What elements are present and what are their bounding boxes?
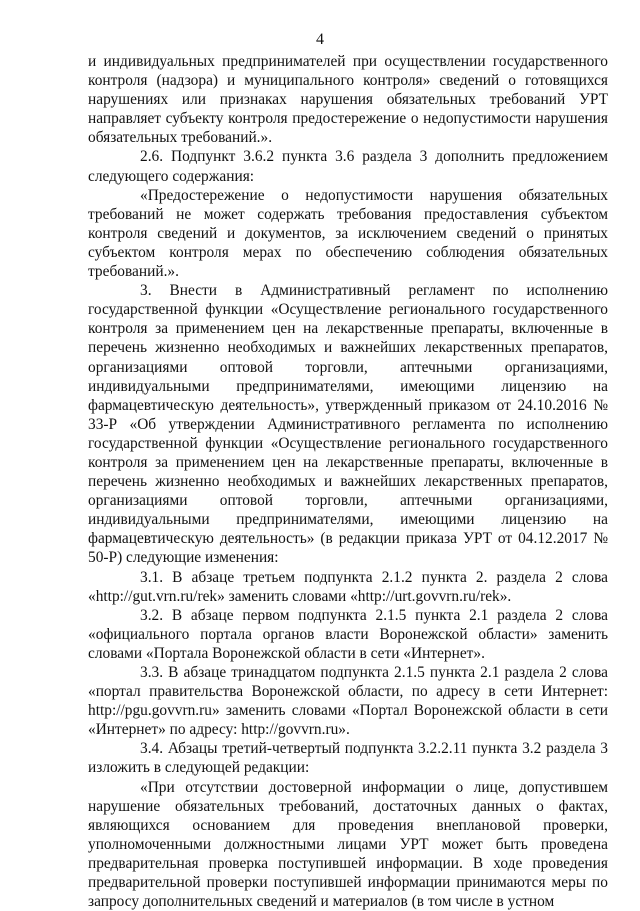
paragraph-3-2: 3.2. В абзаце первом подпункта 2.1.5 пункта 2.1 раздела 2 слова «официального портала органов власти Воронежской области» заменить словами «Портала Воронежской области в сети «Интернет».: [88, 606, 608, 662]
paragraph-2-6: 2.6. Подпункт 3.6.2 пункта 3.6 раздела 3 дополнить предложением следующего содержания:: [88, 148, 608, 185]
paragraph-3-3: 3.3. В абзаце тринадцатом подпункта 2.1.5 пункта 2.1 раздела 2 слова «портал правительства Воронежской области, по адресу в сети Интернет: http://pgu.govvrn.ru» заменить словами «Портал Воронежской области в сети «Интернет» по адресу: http://govvrn.ru».: [88, 664, 608, 739]
paragraph-3-1: 3.1. В абзаце третьем подпункта 2.1.2 пункта 2. раздела 2 слова «http://gut.vrn.ru/rek» заменить словами «http://urt.govvrn.ru/rek».: [88, 568, 608, 605]
paragraph-3: 3. Внести в Административный регламент по исполнению государственной функции «Осуществление регионального государственного контроля за применением цен на лекарственные препараты, включенные в перечень жизненно необходимых и важнейших лекарственных препаратов, организациями оптовой торговли, аптечными организациями, индивидуальными предпринимателями, имеющими лицензию на фармацевтическую деятельность», утвержденный приказом от 24.10.2016 № 33-Р «Об утверждении Административного регламента по исполнению государственной функции «Осуществление регионального государственного контроля за применением цен на лекарственные препараты, включенные в перечень жизненно необходимых и важнейших лекарственных препаратов, организациями оптовой торговли, аптечными организациями, индивидуальными предпринимателями, имеющими лицензию на фармацевтическую деятельность» (в редакции приказа УРТ от 04.12.2017 № 50-Р) следующие изменения:: [88, 282, 608, 567]
paragraph-3-4: 3.4. Абзацы третий-четвертый подпункта 3.2.2.11 пункта 3.2 раздела 3 изложить в следующей редакции:: [88, 740, 608, 777]
paragraph-quote-preostережение: «Предостережение о недопустимости нарушения обязательных требований не может содержать требования предоставления субъектом контроля сведений и документов, за исключением сведений о принятых субъектом контроля мерах по обеспечению соблюдения обязательных требований.».: [88, 186, 608, 281]
document-body: [88, 52, 608, 911]
paragraph-continuation: и индивидуальных предпринимателей при осуществлении государственного контроля (надзора) и муниципального контроля» сведений о готовящихся нарушениях или признаках нарушения обязательных требований УРТ направляет субъекту контроля предостережение о недопустимости нарушения обязательных требований.».: [88, 53, 608, 147]
page-number: 4: [316, 31, 324, 48]
paragraph-quote-verification: «При отсутствии достоверной информации о лице, допустившем нарушение обязательных требований, достаточных данных о фактах, являющихся основанием для проведения внеплановой проверки, уполномоченными должностными лицами УРТ может быть проведена предварительная проверка поступившей информации. В ходе проведения предварительной проверки поступившей информации принимаются меры по запросу дополнительных сведений и материалов (в том числе в устном: [88, 778, 608, 911]
